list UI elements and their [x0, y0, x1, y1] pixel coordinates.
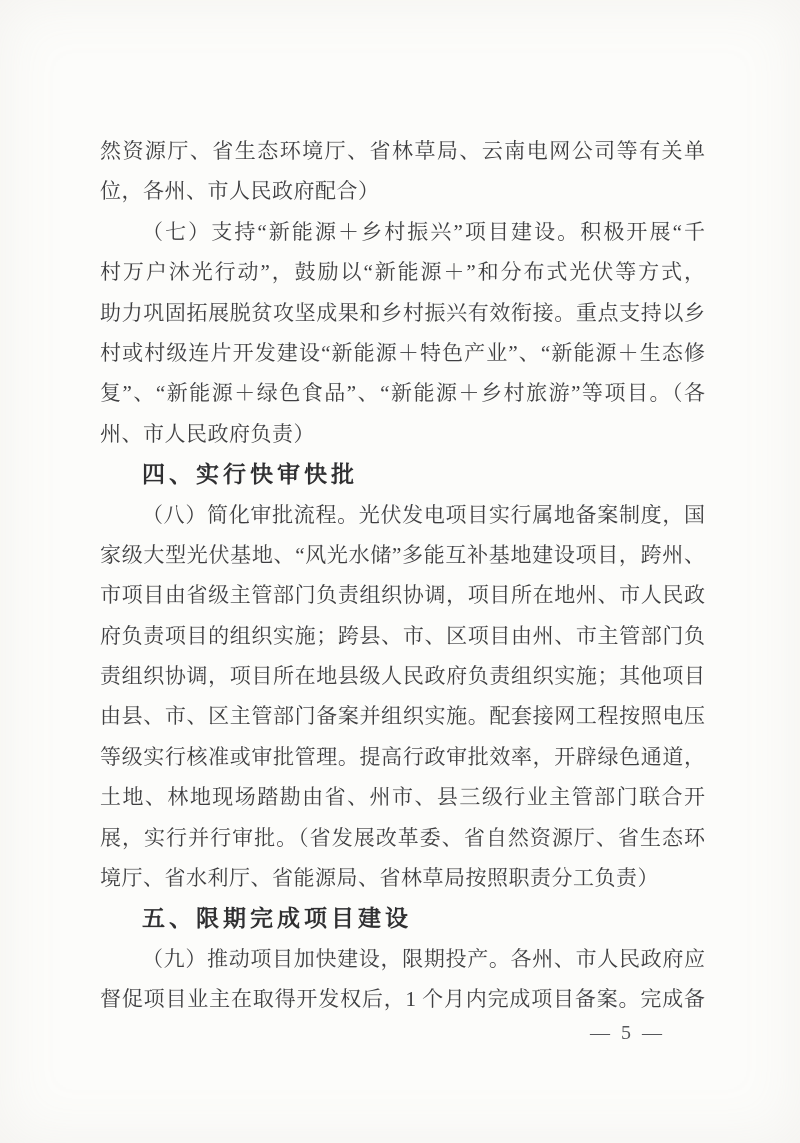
- text-line: 等级实行核准或审批管理。提高行政审批效率，开辟绿色通道，: [100, 744, 705, 769]
- paragraph-item-9: [100, 939, 705, 1020]
- text-line: 督促项目业主在取得开发权后，1 个月内完成项目备案。完成备: [100, 987, 705, 1012]
- section-heading-text: 五、限期完成项目建设: [142, 905, 412, 932]
- text-line: 村或村级连片开发建设“新能源＋特色产业”、“新能源＋生态修: [100, 340, 705, 365]
- text-line: 州、市人民政府负责）: [100, 421, 315, 446]
- section-heading-4: [100, 454, 705, 494]
- text-line: 由县、市、区主管部门备案并组织实施。配套接网工程按照电压: [100, 704, 705, 729]
- section-heading-text: 四、实行快审快批: [142, 461, 358, 488]
- text-line: 境厅、省水利厅、省能源局、省林草局按照职责分工负责）: [100, 866, 659, 891]
- text-line: （七）支持“新能源＋乡村振兴”项目建设。积极开展“千: [142, 219, 705, 244]
- paragraph-item-8: [100, 495, 705, 899]
- section-heading-5: [100, 898, 705, 938]
- body-text: [100, 131, 705, 1020]
- text-line: 责组织协调，项目所在地县级人民政府负责组织实施；其他项目: [100, 664, 705, 689]
- paragraph-item-7: [100, 212, 705, 454]
- paragraph-continuation: [100, 131, 705, 212]
- text-line: 助力巩固拓展脱贫攻坚成果和乡村振兴有效衔接。重点支持以乡: [100, 300, 705, 325]
- text-line: （八）简化审批流程。光伏发电项目实行属地备案制度，国: [142, 502, 705, 527]
- text-line: 村万户沐光行动”，鼓励以“新能源＋”和分布式光伏等方式，: [100, 260, 705, 285]
- page-number: — 5 —: [590, 1022, 665, 1044]
- text-line: 位，各州、市人民政府配合）: [100, 179, 380, 204]
- text-line: 展，实行并行审批。（省发展改革委、省自然资源厅、省生态环: [100, 825, 705, 850]
- text-line: 家级大型光伏基地、“风光水储”多能互补基地建设项目，跨州、: [100, 542, 705, 567]
- text-line: 土地、林地现场踏勘由省、州市、县三级行业主管部门联合开: [100, 785, 705, 810]
- text-line: （九）推动项目加快建设，限期投产。各州、市人民政府应: [142, 946, 705, 971]
- text-line: 复”、“新能源＋绿色食品”、“新能源＋乡村旅游”等项目。（各: [100, 381, 705, 406]
- text-line: 然资源厅、省生态环境厅、省林草局、云南电网公司等有关单: [100, 139, 705, 163]
- text-line: 市项目由省级主管部门负责组织协调，项目所在地州、市人民政: [100, 583, 705, 608]
- text-line: 府负责项目的组织实施；跨县、市、区项目由州、市主管部门负: [100, 623, 705, 648]
